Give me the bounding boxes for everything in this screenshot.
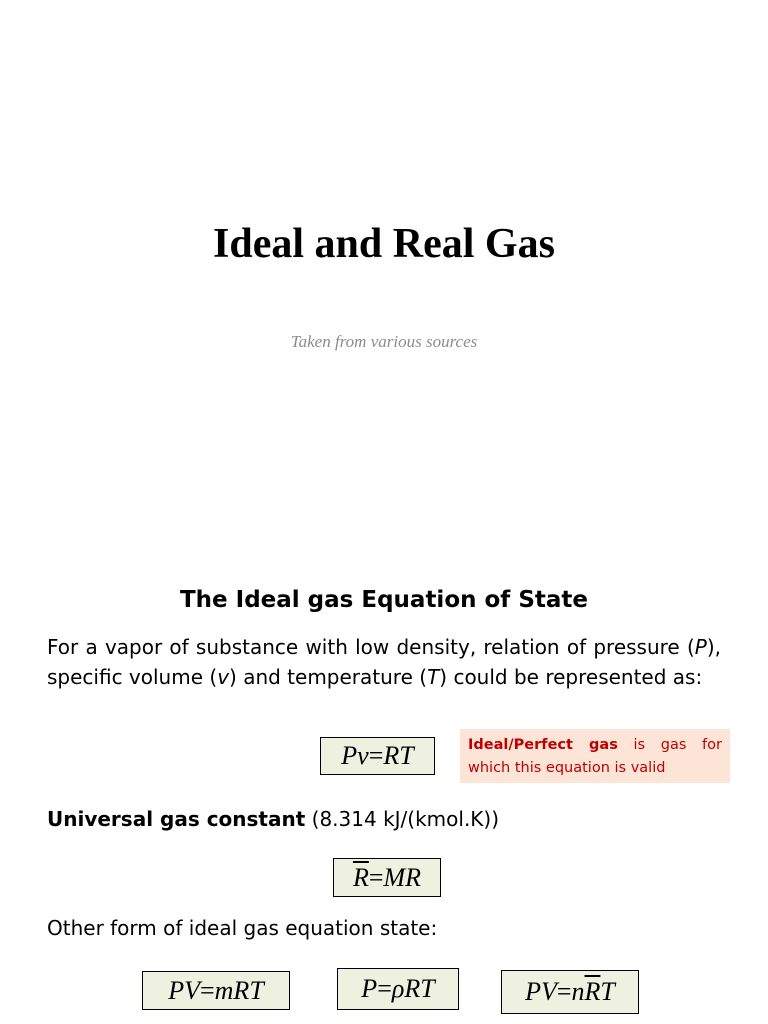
eq-equals: = [377,974,392,1003]
page-title: Ideal and Real Gas [213,221,555,267]
intro-text-2: ), specific volume ( [47,635,721,689]
ugc-label: Universal gas constant [47,807,306,831]
universal-gas-constant [47,804,499,834]
callout-highlight: Ideal/Perfect gas [468,737,618,753]
eq-equals: = [199,975,215,1005]
volume-symbol: v [217,665,230,689]
equation-p-rho-rt [337,968,459,1010]
eq-equals: = [368,741,384,770]
section-heading: The Ideal gas Equation of State [179,587,588,613]
eq-lhs: P [361,974,378,1003]
pressure-symbol: P [694,635,707,659]
intro-paragraph [47,632,721,692]
intro-text-3: ) and temperature ( [229,665,428,689]
equation-pv-nrt [501,970,639,1014]
eq-rhs: mRT [214,975,264,1005]
eq-equals: = [556,977,572,1006]
other-form-text: Other form of ideal gas equation state: [47,916,438,940]
eq-lhs: $\overline{R}$ [352,862,369,892]
ugc-value: (8.314 kJ/(kmol.K)) [305,807,500,831]
subtitle: Taken from various sources [290,332,478,351]
eq-t: T [600,977,615,1006]
eq-lhs: PV [525,977,557,1006]
eq-rhs: ρRT [391,974,435,1003]
equation-r-mr [333,858,441,897]
eq-n: n [571,977,585,1006]
eq-lhs: Pv [341,741,369,770]
temperature-symbol: T [427,665,440,689]
ideal-gas-callout [460,729,730,783]
eq-equals: = [368,862,384,892]
equation-pv-rt [320,737,435,775]
eq-r-bar: $\overline{R}$ [584,977,601,1006]
eq-rhs: MR [383,862,422,892]
equation-pv-mrt [142,971,290,1010]
intro-text-1: For a vapor of substance with low density, relation of pressure ( [47,635,695,659]
eq-rhs: RT [383,741,414,770]
eq-lhs: PV [168,975,200,1005]
callout-text: is gas for which this equation is valid [468,737,722,776]
intro-text-4: ) could be represented as: [439,665,703,689]
